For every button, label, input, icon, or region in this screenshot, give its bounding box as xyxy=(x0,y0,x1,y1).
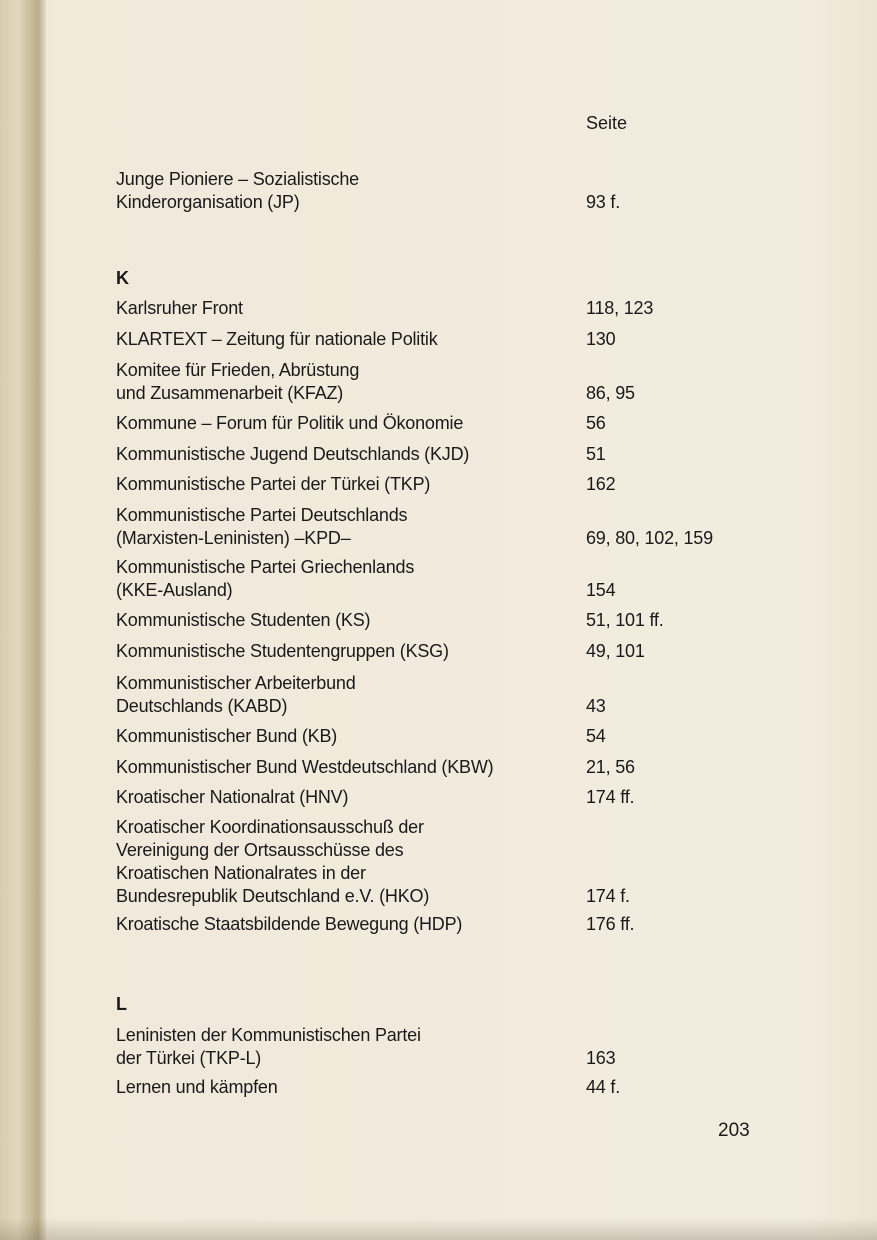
index-entry-name: Kommunistische Jugend Deutschlands (KJD) xyxy=(116,444,470,464)
index-entry xyxy=(116,609,756,632)
index-entry-page: 93 f. xyxy=(586,192,621,212)
index-entry-name: Kommune – Forum für Politik und Ökonomie xyxy=(116,413,464,433)
index-entry-page: 49, 101 xyxy=(586,641,645,661)
index-entry xyxy=(116,297,756,320)
section-letter: K xyxy=(116,268,129,288)
index-entry xyxy=(116,725,756,748)
index-entry-name: Leninisten der Kommunistischen Partei der Türkei (TKP-L) xyxy=(116,1025,421,1068)
index-entry-name: Karlsruher Front xyxy=(116,298,243,318)
index-entry xyxy=(116,756,756,779)
index-entry-page: 154 xyxy=(586,580,616,600)
index-entry xyxy=(116,672,756,718)
index-entry-name: Kommunistischer Arbeiterbund Deutschlands (KABD) xyxy=(116,673,356,716)
index-entry-name: Kommunistische Partei Deutschlands (Marxisten-Leninisten) –KPD– xyxy=(116,505,408,548)
index-entry-page: 69, 80, 102, 159 xyxy=(586,528,713,548)
index-entry-name: Kommunistischer Bund Westdeutschland (KBW) xyxy=(116,757,494,777)
index-entry xyxy=(116,913,756,936)
index-entry xyxy=(116,328,756,351)
page-bottom-shadow xyxy=(0,1218,877,1240)
column-header-seite: Seite xyxy=(586,113,628,133)
index-entry-name: Kommunistischer Bund (KB) xyxy=(116,726,338,746)
index-entry-page: 118, 123 xyxy=(586,298,654,318)
index-entry-page: 51, 101 ff. xyxy=(586,610,664,630)
index-entry-page: 130 xyxy=(586,329,616,349)
index-entry-name: Kroatischer Koordinationsausschuß der Vereinigung der Ortsausschüsse des Kroatischen Nationalrates in der Bundesrepublik Deutschland e.V. (HKO) xyxy=(116,817,430,906)
index-entry xyxy=(116,816,756,908)
index-entry-name: Kommunistische Studentengruppen (KSG) xyxy=(116,641,449,661)
index-entry xyxy=(116,640,756,663)
index-entry xyxy=(116,168,756,214)
index-entry-page: 51 xyxy=(586,444,606,464)
index-entry xyxy=(116,1024,756,1070)
index-entry xyxy=(116,359,756,405)
index-entry xyxy=(116,786,756,809)
index-entry-name: Kommunistische Studenten (KS) xyxy=(116,610,371,630)
section-letter: L xyxy=(116,994,127,1014)
index-entry-page: 162 xyxy=(586,474,616,494)
index-entry-page: 56 xyxy=(586,413,606,433)
index-entry xyxy=(116,473,756,496)
index-entry-page: 21, 56 xyxy=(586,757,635,777)
index-entry xyxy=(116,443,756,466)
index-entry-name: Kommunistische Partei Griechenlands (KKE-Ausland) xyxy=(116,557,415,600)
page-number: 203 xyxy=(718,1120,750,1141)
index-entry-name: Komitee für Frieden, Abrüstung und Zusammenarbeit (KFAZ) xyxy=(116,360,360,403)
index-entry xyxy=(116,504,756,550)
index-entry-name: Junge Pioniere – Sozialistische Kinderorganisation (JP) xyxy=(116,169,359,212)
index-entry-page: 43 xyxy=(586,696,606,716)
index-entry xyxy=(116,556,756,602)
index-entry-page: 174 f. xyxy=(586,886,630,906)
index-entry-page: 176 ff. xyxy=(586,914,635,934)
index-entry-name: Kroatische Staatsbildende Bewegung (HDP) xyxy=(116,914,463,934)
index-entry-page: 86, 95 xyxy=(586,383,635,403)
index-entry-name: Kommunistische Partei der Türkei (TKP) xyxy=(116,474,431,494)
book-spine-shadow xyxy=(0,0,46,1240)
index-entry xyxy=(116,412,756,435)
index-entry-name: Kroatischer Nationalrat (HNV) xyxy=(116,787,349,807)
index-entry-name: Lernen und kämpfen xyxy=(116,1077,278,1097)
index-entry xyxy=(116,1076,756,1099)
index-entry-page: 44 f. xyxy=(586,1077,621,1097)
index-entry-page: 163 xyxy=(586,1048,616,1068)
index-entry-name: KLARTEXT – Zeitung für nationale Politik xyxy=(116,329,438,349)
index-entry-page: 174 ff. xyxy=(586,787,635,807)
index-entry-page: 54 xyxy=(586,726,606,746)
